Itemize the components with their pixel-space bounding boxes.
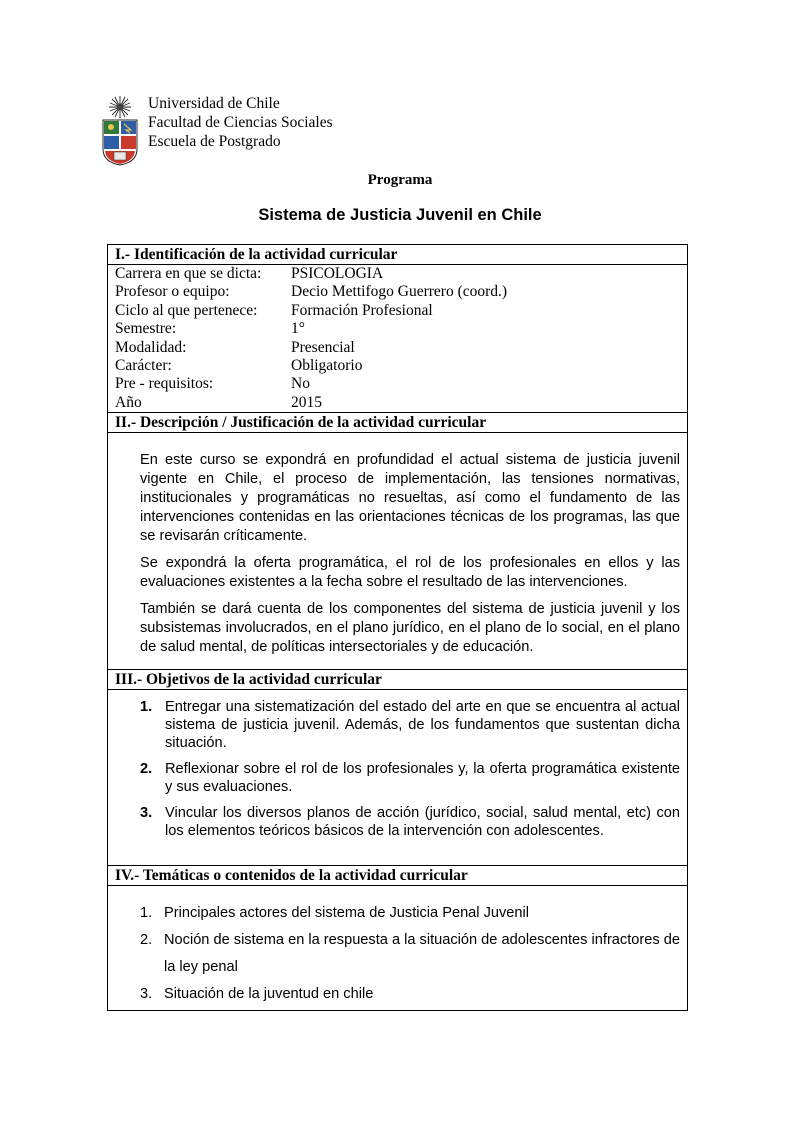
item-number: 2.	[140, 932, 153, 948]
section-identification	[107, 244, 688, 413]
section-heading: III.- Objetivos de la actividad curricular	[108, 670, 687, 690]
description-paragraph: Se expondrá la oferta programática, el rol de los profesionales en ellos y las evaluaciones existentes a la fecha sobre el resultado de las intervenciones.	[140, 555, 680, 590]
id-label: Pre - requisitos:	[115, 375, 214, 393]
item-text: Noción de sistema en la respuesta a la situación de adolescentes infractores de la ley penal	[164, 932, 680, 975]
item-text: Entregar una sistematización del estado del arte en que se encuentra al actual sistema de justicia juvenil. Además, de los fundamentos que sustentan dicha situación.	[165, 699, 680, 751]
id-value: 2015	[291, 393, 322, 411]
id-value: PSICOLOGIA	[291, 265, 384, 282]
objective-item	[140, 804, 680, 840]
id-value: No	[291, 375, 310, 393]
id-row	[108, 357, 687, 375]
section-heading: I.- Identificación de la actividad curricular	[108, 245, 687, 265]
document-title: Sistema de Justicia Juvenil en Chile	[258, 206, 542, 224]
id-row	[108, 265, 687, 283]
identification-table	[108, 265, 687, 412]
item-text: Reflexionar sobre el rol de los profesionales y, la oferta programática existente y sus evaluaciones.	[165, 761, 680, 795]
content-item	[140, 981, 680, 1008]
item-number: 2.	[140, 761, 153, 777]
id-label: Modalidad:	[115, 338, 187, 356]
id-value: Obligatorio	[291, 356, 363, 374]
section-description	[107, 413, 688, 670]
item-text: Principales actores del sistema de Justicia Penal Juvenil	[164, 905, 530, 921]
objective-item	[140, 698, 680, 752]
id-label: Carrera en que se dicta:	[115, 265, 262, 282]
item-number: 1.	[140, 699, 153, 715]
section-heading: II.- Descripción / Justificación de la actividad curricular	[108, 413, 687, 433]
id-label: Carácter:	[115, 356, 172, 374]
description-paragraph: En este curso se expondrá en profundidad el actual sistema de justicia juvenil vigente en Chile, el proceso de implementación, las tensiones normativas, institucionales y programáticas no resueltas, así como el fundamento de las intervenciones contenidas en las orientaciones técnicas de los programas, las que se revisarán críticamente.	[140, 452, 680, 544]
id-label: Año	[115, 393, 142, 411]
id-row	[108, 283, 687, 301]
id-label: Semestre:	[115, 320, 177, 338]
contents-list	[108, 886, 687, 1008]
section-heading: IV.- Temáticas o contenidos de la actividad curricular	[108, 866, 687, 886]
id-row	[108, 320, 687, 338]
item-text: Vincular los diversos planos de acción (jurídico, social, salud mental, etc) con los elementos teóricos básicos de la intervención con adolescentes.	[165, 805, 680, 839]
id-row	[108, 339, 687, 357]
document-label: Programa	[367, 172, 433, 188]
faculty-name: Facultad de Ciencias Sociales	[148, 114, 333, 131]
item-number: 3.	[140, 986, 153, 1002]
id-value: Formación Profesional	[291, 301, 433, 319]
content-item	[140, 900, 680, 927]
university-name: Universidad de Chile	[148, 95, 280, 112]
id-value: 1°	[291, 320, 305, 338]
id-label: Profesor o equipo:	[115, 283, 230, 301]
section-contents	[107, 866, 688, 1011]
id-row	[108, 375, 687, 393]
id-row	[108, 302, 687, 320]
content-item	[140, 927, 680, 981]
school-name: Escuela de Postgrado	[148, 133, 281, 150]
description-paragraph: También se dará cuenta de los componentes del sistema de justicia juvenil y los subsistemas involucrados, en el plano jurídico, en el plano de lo social, en el plano de salud mental, de políticas intersectoriales y de educación.	[140, 601, 680, 655]
id-label: Ciclo al que pertenece:	[115, 301, 258, 319]
item-text: Situación de la juventud en chile	[164, 986, 374, 1002]
university-coat-of-arms-icon	[100, 94, 140, 166]
item-number: 3.	[140, 805, 153, 821]
institution-names	[148, 94, 333, 151]
description-body	[108, 433, 687, 657]
objectives-list	[108, 690, 687, 840]
id-row	[108, 394, 687, 412]
id-value: Decio Mettifogo Guerrero (coord.)	[291, 283, 508, 301]
id-value: Presencial	[291, 338, 355, 356]
section-objectives	[107, 670, 688, 866]
item-number: 1.	[140, 905, 153, 921]
objective-item	[140, 760, 680, 796]
